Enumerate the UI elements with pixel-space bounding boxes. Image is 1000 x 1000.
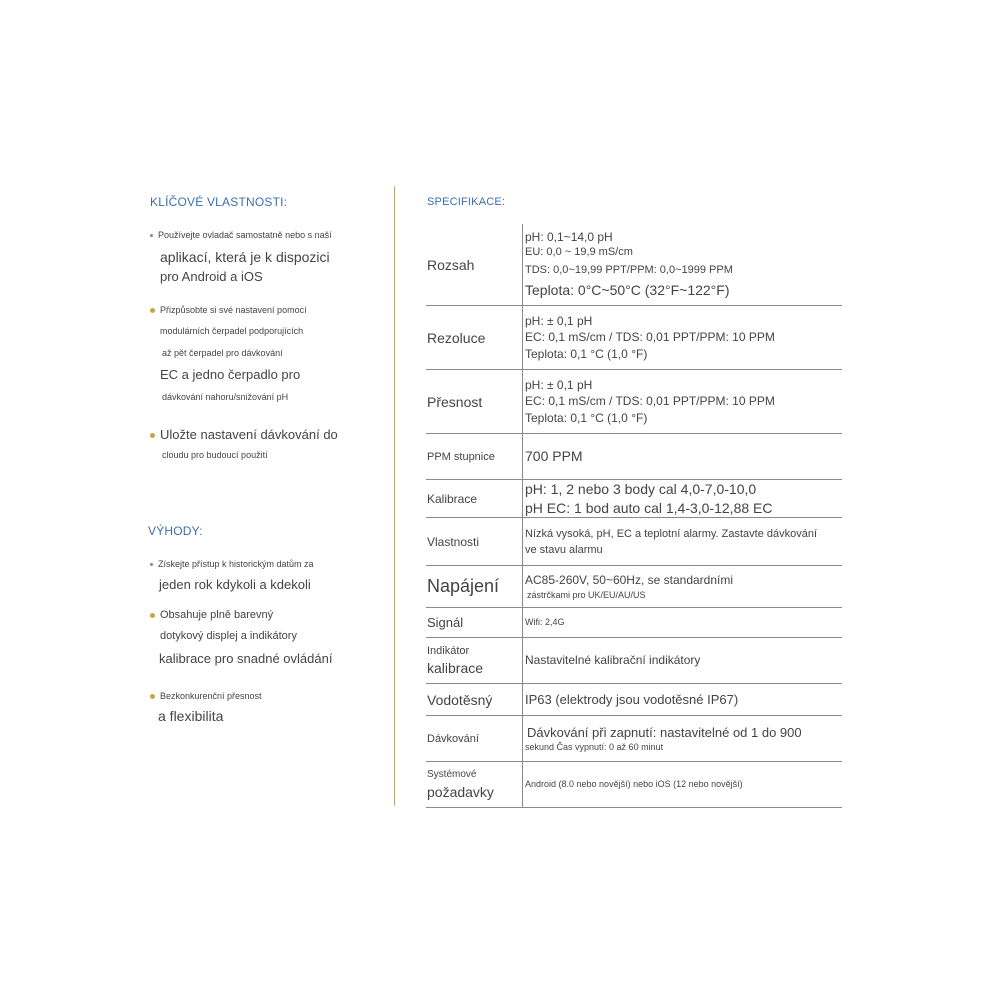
bullet-icon	[150, 613, 155, 618]
spec-row	[426, 608, 842, 638]
spec-label: Vodotěsný	[426, 684, 523, 715]
spec-value: pH: ± 0,1 pH EC: 0,1 mS/cm / TDS: 0,01 PPT/PPM: 10 PPM Teplota: 0,1 °C (1,0 °F)	[525, 378, 775, 425]
spec-label: Vlastnosti	[426, 518, 523, 565]
feature-line: pro Android a iOS	[160, 269, 263, 284]
benefit-line: Získejte přístup k historickým datům za	[158, 559, 314, 569]
spec-label: Dávkování	[426, 716, 523, 761]
spec-value: Wifi: 2,4G	[525, 617, 565, 628]
spec-row	[426, 638, 842, 684]
benefit-line: Bezkonkurenční přesnost	[160, 691, 262, 701]
spec-value: pH: ± 0,1 pH EC: 0,1 mS/cm / TDS: 0,01 PPT/PPM: 10 PPM Teplota: 0,1 °C (1,0 °F)	[525, 314, 775, 361]
bullet-icon	[150, 563, 153, 566]
spec-label: Indikátor kalibrace	[426, 638, 523, 683]
bullet-icon	[150, 308, 155, 313]
feature-line: EC a jedno čerpadlo pro	[160, 367, 301, 382]
feature-line: dávkování nahoru/snižování pH	[162, 392, 289, 402]
benefit-item-3	[150, 688, 380, 728]
feature-line: Přizpůsobte si své nastavení pomocí	[160, 305, 307, 315]
feature-line: cloudu pro budoucí použití	[162, 450, 268, 460]
benefit-item-1	[150, 557, 380, 597]
column-divider	[394, 186, 395, 806]
feature-line: Uložte nastavení dávkování do	[160, 427, 338, 442]
feature-line: až pět čerpadel pro dávkování	[162, 348, 283, 358]
spec-row	[426, 480, 842, 518]
spec-label: Rezoluce	[426, 306, 523, 369]
feature-line: modulárních čerpadel podporujících	[160, 326, 304, 336]
spec-row	[426, 518, 842, 566]
spec-row	[426, 684, 842, 716]
spec-value: pH: 0,1~14,0 pH EU: 0,0 ~ 19,9 mS/cm TDS: 0,0~19,99 PPT/PPM: 0,0~1999 PPM Teplota: 0°C~50°C (32°F~122°F)	[525, 230, 733, 299]
spec-value: Nízká vysoká, pH, EC a teplotní alarmy. Zastavte dávkování ve stavu alarmu	[525, 527, 818, 557]
spec-label: Systémové požadavky	[426, 762, 523, 807]
spec-value: Dávkování při zapnutí: nastavitelné od 1 do 900 sekund Čas vypnutí: 0 až 60 minut	[525, 724, 802, 753]
spec-value: Nastavitelné kalibrační indikátory	[525, 653, 701, 668]
spec-row	[426, 434, 842, 480]
benefit-item-2	[150, 606, 380, 670]
spec-row	[426, 370, 842, 434]
benefit-line: Obsahuje plně barevný	[160, 609, 274, 621]
spec-value: Android (8.0 nebo novější) nebo iOS (12 nebo novější)	[525, 779, 743, 790]
feature-item-3	[150, 426, 380, 466]
spec-label: Kalibrace	[426, 480, 523, 517]
bullet-icon	[150, 694, 155, 699]
benefit-line: kalibrace pro snadné ovládání	[159, 651, 333, 666]
benefit-line: a flexibilita	[158, 708, 224, 724]
spec-row	[426, 762, 842, 808]
spec-row	[426, 224, 842, 306]
spec-value: IP63 (elektrody jsou vodotěsné IP67)	[525, 691, 739, 707]
spec-value: AC85-260V, 50~60Hz, se standardními zástrčkami pro UK/EU/AU/US	[525, 573, 734, 600]
specs-table	[426, 224, 842, 808]
feature-line: aplikací, která je k dispozici	[160, 249, 330, 265]
features-heading: KLÍČOVÉ VLASTNOSTI:	[150, 195, 288, 209]
spec-label: Signál	[426, 608, 523, 637]
feature-item-2	[150, 303, 380, 407]
benefits-heading: VÝHODY:	[148, 524, 203, 538]
benefit-line: dotykový displej a indikátory	[160, 630, 297, 642]
spec-label: Rozsah	[426, 224, 523, 305]
feature-item-1	[150, 228, 380, 286]
spec-label: PPM stupnice	[426, 434, 523, 479]
spec-value: pH: 1, 2 nebo 3 body cal 4,0-7,0-10,0 pH EC: 1 bod auto cal 1,4-3,0-12,88 EC	[525, 480, 773, 516]
spec-row	[426, 566, 842, 608]
bullet-icon	[150, 433, 155, 438]
spec-value: 700 PPM	[525, 448, 583, 465]
spec-row	[426, 306, 842, 370]
specs-heading: SPECIFIKACE:	[427, 196, 506, 208]
benefit-line: jeden rok kdykoli a kdekoli	[159, 577, 311, 592]
feature-line: Používejte ovladač samostatně nebo s naší	[158, 230, 332, 240]
spec-row	[426, 716, 842, 762]
bullet-icon	[150, 234, 153, 237]
spec-label: Napájení	[426, 566, 523, 607]
spec-label: Přesnost	[426, 370, 523, 433]
